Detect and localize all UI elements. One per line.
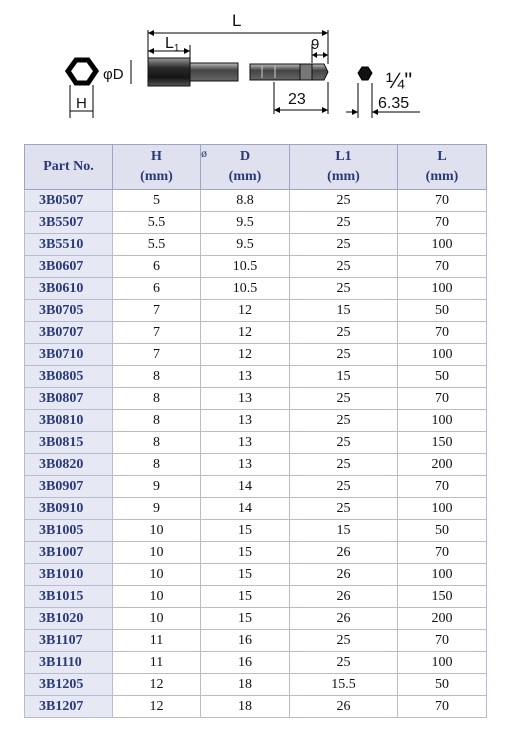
d-cell: 10.5 (201, 278, 290, 300)
part-no-cell: 3B1007 (25, 542, 113, 564)
d-cell: 15 (201, 520, 290, 542)
d-cell: 12 (201, 300, 290, 322)
l-cell: 70 (398, 190, 487, 212)
d-cell: 13 (201, 388, 290, 410)
l-cell: 100 (398, 410, 487, 432)
l1-cell: 25 (290, 322, 398, 344)
d-cell: 12 (201, 344, 290, 366)
h-cell: 11 (113, 630, 201, 652)
h-cell: 10 (113, 564, 201, 586)
d-cell: 13 (201, 432, 290, 454)
l-cell: 200 (398, 454, 487, 476)
product-dimension-diagram (0, 0, 508, 130)
l1-cell: 25 (290, 388, 398, 410)
table-row (25, 498, 487, 520)
table-row (25, 432, 487, 454)
l1-cell: 25 (290, 652, 398, 674)
table-row (25, 542, 487, 564)
dimension-l1-label: L1 (165, 35, 180, 54)
part-no-cell: 3B0807 (25, 388, 113, 410)
table-row (25, 300, 487, 322)
h-cell: 5.5 (113, 212, 201, 234)
d-cell: 18 (201, 674, 290, 696)
h-cell: 12 (113, 674, 201, 696)
part-no-cell: 3B0805 (25, 366, 113, 388)
table-row (25, 344, 487, 366)
table-row (25, 410, 487, 432)
d-cell: 8.8 (201, 190, 290, 212)
l1-cell: 26 (290, 564, 398, 586)
l1-cell: 25 (290, 476, 398, 498)
d-cell: 15 (201, 542, 290, 564)
h-cell: 6 (113, 256, 201, 278)
table-row (25, 674, 487, 696)
table-row (25, 696, 487, 718)
d-cell: 13 (201, 366, 290, 388)
l-cell: 70 (398, 542, 487, 564)
h-cell: 5 (113, 190, 201, 212)
dimension-6-35-label: 6.35 (378, 95, 410, 112)
part-no-cell: 3B0507 (25, 190, 113, 212)
l1-cell: 25 (290, 256, 398, 278)
h-cell: 5.5 (113, 234, 201, 256)
h-cell: 7 (113, 322, 201, 344)
l-cell: 100 (398, 498, 487, 520)
table-row (25, 388, 487, 410)
part-no-cell: 3B5507 (25, 212, 113, 234)
part-no-cell: 3B0710 (25, 344, 113, 366)
h-cell: 7 (113, 300, 201, 322)
h-cell: 9 (113, 476, 201, 498)
part-no-cell: 3B0815 (25, 432, 113, 454)
h-cell: 8 (113, 454, 201, 476)
table-row (25, 520, 487, 542)
header-h: H (mm) (113, 145, 201, 190)
specification-table (24, 144, 487, 718)
l-cell: 50 (398, 520, 487, 542)
l1-cell: 26 (290, 696, 398, 718)
l-cell: 150 (398, 432, 487, 454)
h-cell: 10 (113, 608, 201, 630)
d-cell: 16 (201, 630, 290, 652)
l1-cell: 15 (290, 366, 398, 388)
part-no-cell: 3B0907 (25, 476, 113, 498)
l-cell: 70 (398, 256, 487, 278)
l1-cell: 15 (290, 520, 398, 542)
part-no-cell: 3B5510 (25, 234, 113, 256)
part-no-cell: 3B1107 (25, 630, 113, 652)
l1-cell: 26 (290, 586, 398, 608)
l1-cell: 26 (290, 608, 398, 630)
l1-cell: 15 (290, 300, 398, 322)
part-no-cell: 3B1015 (25, 586, 113, 608)
dimension-d-label: φD (103, 66, 124, 83)
h-cell: 11 (113, 652, 201, 674)
d-cell: 13 (201, 454, 290, 476)
part-no-cell: 3B0610 (25, 278, 113, 300)
header-part-no: Part No. (25, 145, 113, 190)
h-cell: 6 (113, 278, 201, 300)
l1-cell: 25 (290, 432, 398, 454)
l-cell: 50 (398, 674, 487, 696)
h-cell: 12 (113, 696, 201, 718)
h-cell: 8 (113, 410, 201, 432)
part-no-cell: 3B0707 (25, 322, 113, 344)
l-cell: 70 (398, 630, 487, 652)
d-cell: 18 (201, 696, 290, 718)
d-cell: 9.5 (201, 212, 290, 234)
h-cell: 8 (113, 366, 201, 388)
l1-cell: 25 (290, 630, 398, 652)
table-row (25, 278, 487, 300)
d-cell: 12 (201, 322, 290, 344)
h-cell: 7 (113, 344, 201, 366)
table-body (25, 190, 487, 718)
h-cell: 8 (113, 388, 201, 410)
dimension-23-label: 23 (288, 91, 306, 108)
part-no-cell: 3B1020 (25, 608, 113, 630)
d-cell: 9.5 (201, 234, 290, 256)
table-row (25, 190, 487, 212)
dimension-h-label: H (76, 95, 87, 112)
d-cell: 14 (201, 476, 290, 498)
l-cell: 200 (398, 608, 487, 630)
l-cell: 100 (398, 564, 487, 586)
d-cell: 16 (201, 652, 290, 674)
d-cell: 10.5 (201, 256, 290, 278)
part-no-cell: 3B0607 (25, 256, 113, 278)
part-no-cell: 3B1207 (25, 696, 113, 718)
table-row (25, 608, 487, 630)
l-cell: 70 (398, 322, 487, 344)
l1-cell: 26 (290, 542, 398, 564)
l-cell: 150 (398, 586, 487, 608)
table-row (25, 652, 487, 674)
l-cell: 50 (398, 300, 487, 322)
l1-cell: 25 (290, 410, 398, 432)
part-no-cell: 3B1010 (25, 564, 113, 586)
table-row (25, 564, 487, 586)
l-cell: 50 (398, 366, 487, 388)
l1-cell: 25 (290, 498, 398, 520)
l1-cell: 25 (290, 234, 398, 256)
l-cell: 100 (398, 234, 487, 256)
dimension-quarter-inch-label: ¼" (386, 68, 413, 93)
table-row (25, 234, 487, 256)
h-cell: 10 (113, 520, 201, 542)
h-cell: 10 (113, 542, 201, 564)
table-row (25, 256, 487, 278)
part-no-cell: 3B0820 (25, 454, 113, 476)
diameter-symbol: ø (201, 146, 207, 160)
d-cell: 13 (201, 410, 290, 432)
dimension-drawing (0, 0, 508, 130)
table-row (25, 586, 487, 608)
table-header-row (25, 145, 487, 190)
part-no-cell: 3B0705 (25, 300, 113, 322)
l-cell: 100 (398, 344, 487, 366)
part-no-cell: 3B0910 (25, 498, 113, 520)
table-row (25, 212, 487, 234)
h-cell: 10 (113, 586, 201, 608)
part-no-cell: 3B1110 (25, 652, 113, 674)
nut-setter-body-icon (148, 58, 328, 86)
table-row (25, 476, 487, 498)
l1-cell: 15.5 (290, 674, 398, 696)
d-cell: 15 (201, 586, 290, 608)
l-cell: 70 (398, 388, 487, 410)
l1-cell: 25 (290, 190, 398, 212)
dimension-l-label: L (232, 11, 242, 30)
l1-cell: 25 (290, 344, 398, 366)
h-cell: 9 (113, 498, 201, 520)
header-l1: L1 (mm) (290, 145, 398, 190)
part-no-cell: 3B1005 (25, 520, 113, 542)
dimension-9-label: 9 (311, 36, 320, 53)
part-no-cell: 3B1205 (25, 674, 113, 696)
table-row (25, 454, 487, 476)
l-cell: 100 (398, 652, 487, 674)
l-cell: 100 (398, 278, 487, 300)
table-row (25, 366, 487, 388)
h-cell: 8 (113, 432, 201, 454)
l1-cell: 25 (290, 454, 398, 476)
l1-cell: 25 (290, 278, 398, 300)
l-cell: 70 (398, 476, 487, 498)
l1-cell: 25 (290, 212, 398, 234)
header-l: L (mm) (398, 145, 487, 190)
header-d: ø D (mm) (201, 145, 290, 190)
l-cell: 70 (398, 696, 487, 718)
d-cell: 14 (201, 498, 290, 520)
table-row (25, 630, 487, 652)
d-cell: 15 (201, 564, 290, 586)
table-row (25, 322, 487, 344)
part-no-cell: 3B0810 (25, 410, 113, 432)
l-cell: 70 (398, 212, 487, 234)
d-cell: 15 (201, 608, 290, 630)
